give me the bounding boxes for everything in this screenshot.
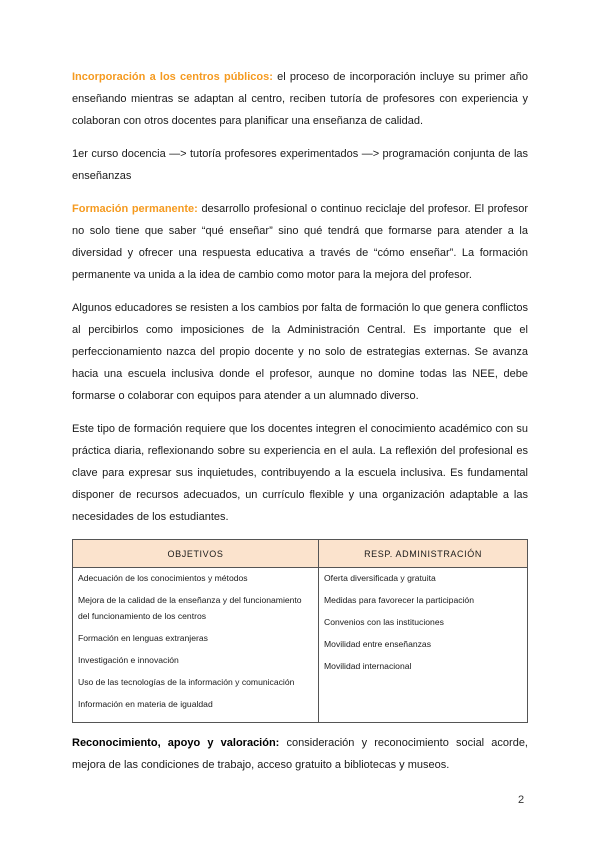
objetivo-item: Información en materia de igualdad <box>78 699 213 709</box>
objetivo-item: Mejora de la calidad de la enseñanza y del funcionamiento del funcionamiento de los centros <box>78 595 302 621</box>
objetivo-item: Formación en lenguas extranjeras <box>78 633 208 643</box>
text-incorporacion: el proceso de incorporación incluye su primer año enseñando mientras se adaptan al centro, reciben tutoría de profesores con experiencia y colaboran con otros docentes para planificar una enseñanza de calidad. <box>72 71 528 127</box>
paragraph-tipo-formacion: Este tipo de formación requiere que los docentes integren el conocimiento académico con su práctica diaria, reflexionando sobre su experiencia en el aula. La reflexión del profesional es clave para expresar sus inquietudes, contribuyendo a la escuela inclusiva. Es fundamental disponer de recursos adecuados, un currículo flexible y una organización adaptable a las necesidades de los estudiantes. <box>72 423 528 523</box>
paragraph-incorporacion <box>72 66 528 132</box>
heading-formacion-permanente: Formación permanente: <box>72 203 198 215</box>
heading-reconocimiento: Reconocimiento, apoyo y valoración: <box>72 737 280 749</box>
resp-item: Convenios con las instituciones <box>324 617 444 627</box>
text-reconocimiento: consideración y reconocimiento social acorde, mejora de las condiciones de trabajo, acceso gratuito a bibliotecas y museos. <box>72 737 528 771</box>
objetivo-item: Adecuación de los conocimientos y métodos <box>78 573 248 583</box>
document-body <box>72 66 528 787</box>
paragraph-reconocimiento <box>72 732 528 776</box>
page-number: 2 <box>518 794 525 806</box>
text-formacion-permanente: desarrollo profesional o continuo reciclaje del profesor. El profesor no solo tiene que saber “qué enseñar” sino qué tendrá que formarse para atender a la diversidad y ofrecer una respuesta educativa a través de “cómo enseñar”. La formación permanente va unida a la idea de cambio como motor para la mejora del profesor. <box>72 203 528 281</box>
resp-administracion-cell <box>319 568 528 723</box>
objetivo-item: Uso de las tecnologías de la información y comunicación <box>78 677 295 687</box>
resp-item: Oferta diversificada y gratuita <box>324 573 436 583</box>
objetivos-table <box>72 539 528 723</box>
paragraph-secuencia: 1er curso docencia —> tutoría profesores experimentados —> programación conjunta de las enseñanzas <box>72 148 528 182</box>
objetivos-cell <box>73 568 319 723</box>
table-header-objetivos: OBJETIVOS <box>73 540 319 568</box>
paragraph-educadores: Algunos educadores se resisten a los cambios por falta de formación lo que genera conflictos al percibirlos como imposiciones de la Administración Central. Es importante que el perfeccionamiento nazca del propio docente y no solo de estrategias externas. Se avanza hacia una escuela inclusiva donde el profesor, aunque no domine todas las NEE, debe formarse o colaborar con equipos para atender a un alumnado diverso. <box>72 302 528 402</box>
heading-incorporacion: Incorporación a los centros públicos: <box>72 71 273 83</box>
paragraph-formacion-permanente <box>72 198 528 286</box>
objetivo-item: Investigación e innovación <box>78 655 179 665</box>
resp-item: Medidas para favorecer la participación <box>324 595 474 605</box>
resp-item: Movilidad entre enseñanzas <box>324 639 432 649</box>
table-header-resp-administracion: RESP. ADMINISTRACIÓN <box>319 540 528 568</box>
resp-item: Movilidad internacional <box>324 661 412 671</box>
